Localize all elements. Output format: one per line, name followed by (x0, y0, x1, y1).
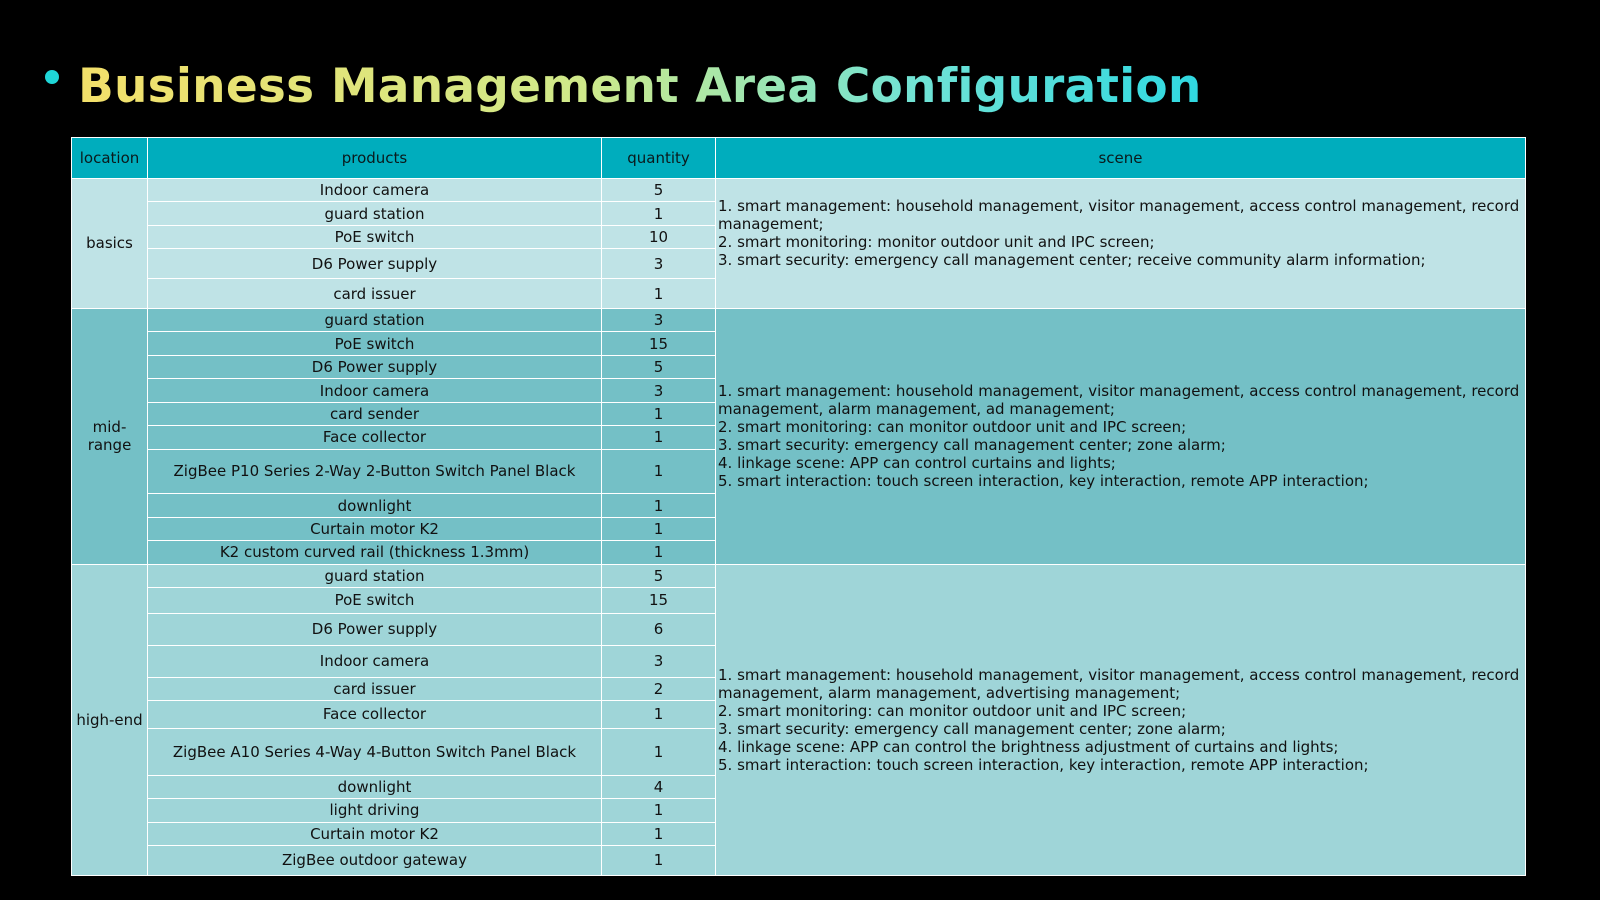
product-cell: card issuer (148, 279, 602, 309)
product-cell: PoE switch (148, 332, 602, 355)
scene-line: 5. smart interaction: touch screen interaction, key interaction, remote APP interaction; (718, 755, 1369, 774)
product-cell: ZigBee P10 Series 2-Way 2-Button Switch Panel Black (148, 449, 602, 494)
scene-line: 1. smart management: household management, visitor management, access control management, record management, alarm management, advertising management; (718, 665, 1520, 702)
product-cell: PoE switch (148, 588, 602, 614)
header-products: products (148, 138, 602, 179)
quantity-cell: 10 (602, 225, 716, 248)
scene-line: 3. smart security: emergency call management center; receive community alarm information; (718, 251, 1426, 269)
quantity-cell: 1 (602, 517, 716, 540)
product-cell: card issuer (148, 677, 602, 700)
location-cell-high-end: high-end (72, 564, 148, 875)
quantity-cell: 6 (602, 613, 716, 645)
quantity-cell: 1 (602, 279, 716, 309)
quantity-cell: 1 (602, 799, 716, 822)
product-cell: downlight (148, 775, 602, 798)
quantity-cell: 1 (602, 494, 716, 517)
product-cell: downlight (148, 494, 602, 517)
scene-line: 1. smart management: household management, visitor management, access control management, record management, alarm management, ad management; (718, 382, 1520, 419)
product-cell: guard station (148, 308, 602, 331)
product-cell: D6 Power supply (148, 249, 602, 279)
location-cell-basics: basics (72, 179, 148, 309)
quantity-cell: 1 (602, 202, 716, 225)
product-cell: Curtain motor K2 (148, 822, 602, 845)
product-cell: ZigBee outdoor gateway (148, 845, 602, 875)
page-title: Business Management Area Configuration (78, 52, 1202, 122)
scene-line: 2. smart monitoring: monitor outdoor unit and IPC screen; (718, 233, 1155, 251)
quantity-cell: 4 (602, 775, 716, 798)
product-cell: Indoor camera (148, 179, 602, 202)
product-cell: K2 custom curved rail (thickness 1.3mm) (148, 541, 602, 564)
product-cell: PoE switch (148, 225, 602, 248)
configuration-table (71, 137, 1526, 876)
quantity-cell: 1 (602, 426, 716, 449)
quantity-cell: 15 (602, 332, 716, 355)
scene-line: 3. smart security: emergency call management center; zone alarm; (718, 719, 1226, 738)
quantity-cell: 1 (602, 822, 716, 845)
product-cell: D6 Power supply (148, 355, 602, 378)
product-cell: Indoor camera (148, 645, 602, 677)
product-cell: Face collector (148, 426, 602, 449)
title-bullet-icon (45, 70, 59, 84)
product-cell: guard station (148, 564, 602, 587)
product-cell: Face collector (148, 701, 602, 729)
table-body (72, 179, 1526, 876)
scene-line: 1. smart management: household management, visitor management, access control management, record management; (718, 197, 1520, 233)
scene-cell-basics (716, 179, 1526, 309)
table-header (72, 138, 1526, 179)
scene-line: 2. smart monitoring: can monitor outdoor unit and IPC screen; (718, 701, 1187, 720)
quantity-cell: 1 (602, 449, 716, 494)
product-cell: Indoor camera (148, 379, 602, 402)
quantity-cell: 5 (602, 179, 716, 202)
header-row (72, 138, 1526, 179)
quantity-cell: 1 (602, 701, 716, 729)
product-cell: ZigBee A10 Series 4-Way 4-Button Switch Panel Black (148, 728, 602, 775)
quantity-cell: 15 (602, 588, 716, 614)
product-cell: D6 Power supply (148, 613, 602, 645)
scene-cell-high-end (716, 564, 1526, 875)
header-quantity: quantity (602, 138, 716, 179)
quantity-cell: 1 (602, 845, 716, 875)
quantity-cell: 2 (602, 677, 716, 700)
product-cell: guard station (148, 202, 602, 225)
product-cell: light driving (148, 799, 602, 822)
product-cell: Curtain motor K2 (148, 517, 602, 540)
scene-line: 3. smart security: emergency call management center; zone alarm; (718, 436, 1226, 455)
scene-cell-mid-range (716, 308, 1526, 564)
table-row (72, 179, 1526, 202)
quantity-cell: 1 (602, 402, 716, 425)
scene-line: 2. smart monitoring: can monitor outdoor unit and IPC screen; (718, 418, 1187, 437)
table-row (72, 308, 1526, 331)
scene-line: 4. linkage scene: APP can control curtains and lights; (718, 454, 1116, 473)
quantity-cell: 1 (602, 728, 716, 775)
quantity-cell: 3 (602, 249, 716, 279)
quantity-cell: 3 (602, 379, 716, 402)
quantity-cell: 5 (602, 355, 716, 378)
quantity-cell: 5 (602, 564, 716, 587)
scene-line: 4. linkage scene: APP can control the brightness adjustment of curtains and lights; (718, 737, 1339, 756)
quantity-cell: 1 (602, 541, 716, 564)
location-cell-mid-range: mid-range (72, 308, 148, 564)
quantity-cell: 3 (602, 308, 716, 331)
header-scene: scene (716, 138, 1526, 179)
scene-line: 5. smart interaction: touch screen interaction, key interaction, remote APP interaction; (718, 472, 1369, 491)
quantity-cell: 3 (602, 645, 716, 677)
header-location: location (72, 138, 148, 179)
configuration-table-container (71, 137, 1525, 876)
table-row (72, 564, 1526, 587)
product-cell: card sender (148, 402, 602, 425)
